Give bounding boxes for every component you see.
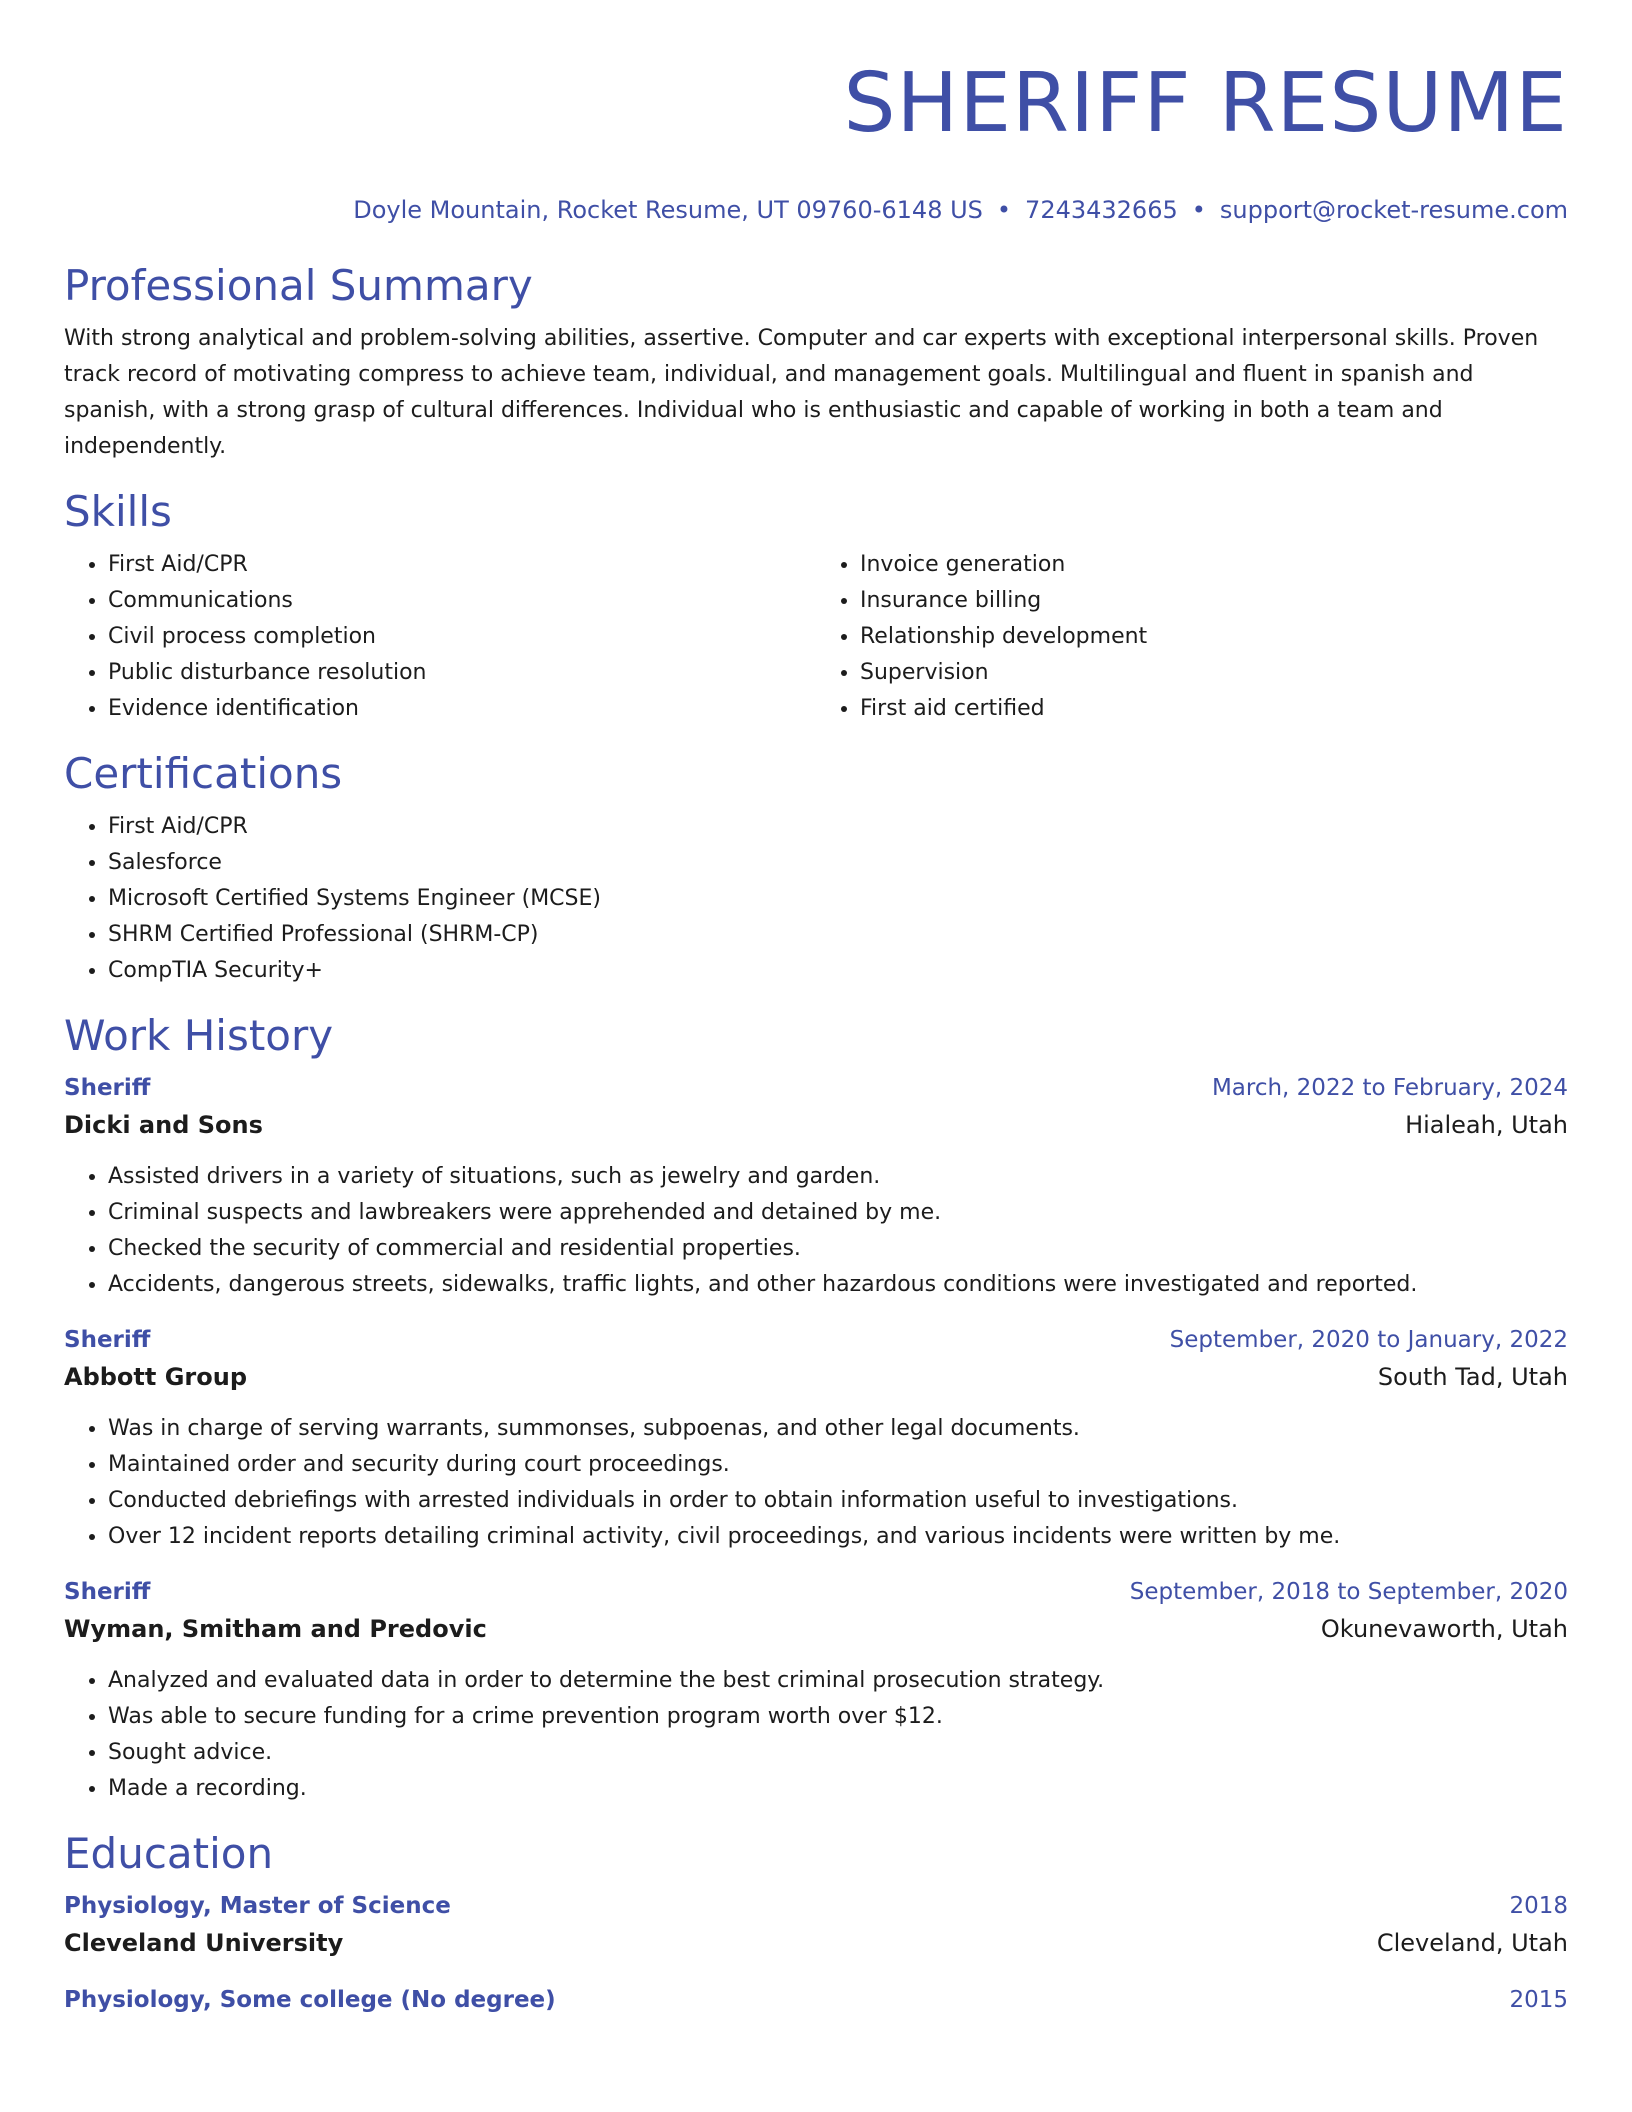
education-entry [64,1889,1568,1963]
education-degree: Physiology, Some college (No degree) [64,1987,556,2013]
skills-heading: Skills [64,487,172,536]
education-header [64,1889,1568,1923]
job-dates: March, 2022 to February, 2024 [1211,1075,1568,1101]
contact-phone: 7243432665 [1025,196,1178,224]
skill-item: • Insurance billing [860,583,1568,619]
skill-item: • Civil process completion [108,619,816,655]
certification-item: • Salesforce [108,845,1568,881]
job-subheader [64,1357,1568,1397]
job-subheader [64,1105,1568,1145]
job-title: Sheriff [64,1579,151,1605]
job-duty: • Maintained order and security during court proceedings. [108,1447,1568,1483]
skills-columns [64,547,1568,727]
job-company: Abbott Group [64,1363,248,1391]
job-location: South Tad, Utah [1377,1363,1568,1391]
summary-heading: Professional Summary [64,261,533,310]
contact-line [64,194,1568,226]
education-year: 2018 [1509,1893,1568,1919]
skill-item: • Supervision [860,655,1568,691]
certification-item: • SHRM Certified Professional (SHRM-CP) [108,917,1568,953]
contact-email[interactable]: support@rocket-resume.com [1219,196,1568,224]
job-duty: • Conducted debriefings with arrested individuals in order to obtain information useful to investigations. [108,1483,1568,1519]
work-history-heading: Work History [64,1011,334,1060]
job-company: Dicki and Sons [64,1111,263,1139]
skills-list-right [816,547,1568,727]
education-subheader [64,1923,1568,1963]
job-header [64,1071,1568,1105]
education-header [64,1983,1568,2017]
job-header [64,1575,1568,1609]
job-entry [64,1575,1568,1807]
job-header [64,1323,1568,1357]
job-duties [64,1663,1568,1807]
summary-text: With strong analytical and problem-solving abilities, assertive. Computer and car experts with exceptional interpersonal skills. Proven track record of motivating compress to achieve team, individual, and management goals. Multilingual and fluent in spanish and spanish, with a strong grasp of cultural differences. Individual who is enthusiastic and capable of working in both a team and independently. [64,326,1539,459]
resume-title: SHERIFF RESUME [843,56,1568,151]
contact-address: Doyle Mountain, Rocket Resume, UT 09760-6148 US [353,196,983,224]
skill-item: • Public disturbance resolution [108,655,816,691]
certification-item: • CompTIA Security+ [108,953,1568,989]
certifications-list [64,809,1568,989]
job-duty: • Criminal suspects and lawbreakers were apprehended and detained by me. [108,1195,1568,1231]
skill-item: • First Aid/CPR [108,547,816,583]
job-entry [64,1323,1568,1555]
contact-separator: • [1191,196,1206,224]
job-title: Sheriff [64,1075,151,1101]
job-duties [64,1411,1568,1555]
job-duty: • Was able to secure funding for a crime prevention program worth over $12. [108,1699,1568,1735]
job-duty: • Made a recording. [108,1771,1568,1807]
skill-item: • Communications [108,583,816,619]
education-year: 2015 [1509,1987,1568,2013]
skill-item: • First aid certified [860,691,1568,727]
job-duty: • Sought advice. [108,1735,1568,1771]
skill-item: • Invoice generation [860,547,1568,583]
job-dates: September, 2020 to January, 2022 [1169,1327,1568,1353]
skills-list-left [64,547,816,727]
job-duty: • Assisted drivers in a variety of situations, such as jewelry and garden. [108,1159,1568,1195]
education-degree: Physiology, Master of Science [64,1893,451,1919]
job-duty: • Analyzed and evaluated data in order to determine the best criminal prosecution strategy. [108,1663,1568,1699]
job-company: Wyman, Smitham and Predovic [64,1615,487,1643]
education-location: Cleveland, Utah [1376,1929,1568,1957]
job-duty: • Accidents, dangerous streets, sidewalks, traffic lights, and other hazardous conditions were investigated and reported. [108,1267,1568,1303]
job-title: Sheriff [64,1327,151,1353]
job-duty: • Checked the security of commercial and residential properties. [108,1231,1568,1267]
certifications-heading: Certifications [64,749,343,798]
job-entry [64,1071,1568,1303]
job-duty: • Over 12 incident reports detailing criminal activity, civil proceedings, and various incidents were written by me. [108,1519,1568,1555]
education-entry [64,1983,1568,2017]
education-school: Cleveland University [64,1929,344,1957]
job-dates: September, 2018 to September, 2020 [1129,1579,1568,1605]
job-subheader [64,1609,1568,1649]
job-duties [64,1159,1568,1303]
job-location: Hialeah, Utah [1405,1111,1568,1139]
job-duty: • Was in charge of serving warrants, summonses, subpoenas, and other legal documents. [108,1411,1568,1447]
education-heading: Education [64,1829,274,1878]
certification-item: • First Aid/CPR [108,809,1568,845]
certification-item: • Microsoft Certified Systems Engineer (MCSE) [108,881,1568,917]
skill-item: • Evidence identification [108,691,816,727]
job-location: Okunevaworth, Utah [1320,1615,1568,1643]
skill-item: • Relationship development [860,619,1568,655]
contact-separator: • [996,196,1012,224]
